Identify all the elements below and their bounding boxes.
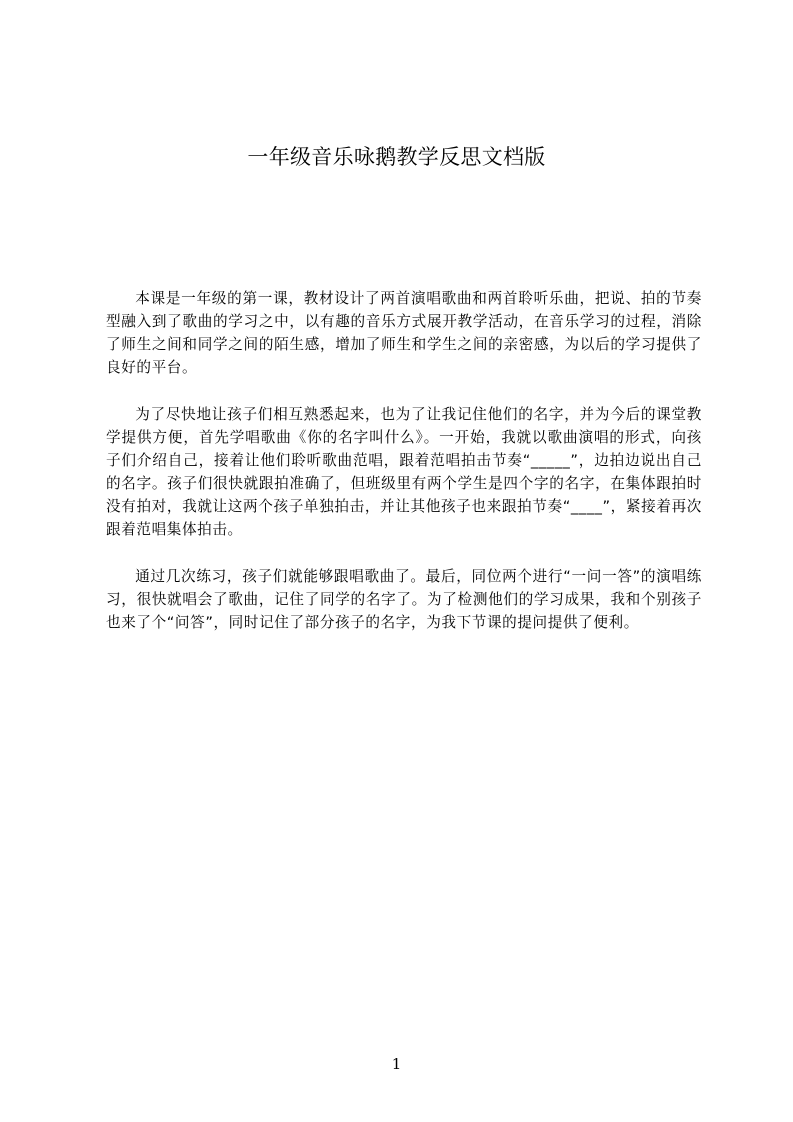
page-number: 1 [391,1055,402,1073]
paragraph-3: 通过几次练习，孩子们就能够跟唱歌曲了。最后，同位两个进行“一问一答”的演唱练习，很快就唱会了歌曲，记住了同学的名字了。为了检测他们的学习成果，我和个别孩子也来了个“问答”，同时记住了部分孩子的名字，为我下节课的提问提供了便利。 [106,568,702,631]
paragraph-1: 本课是一年级的第一课，教材设计了两首演唱歌曲和两首聆听乐曲，把说、拍的节奏型融入到了歌曲的学习之中，以有趣的音乐方式展开教学活动，在音乐学习的过程，消除了师生之间和同学之间的陌生感，增加了师生和学生之间的亲密感，为以后的学习提供了良好的平台。 [106,290,702,376]
paragraph-2: 为了尽快地让孩子们相互熟悉起来，也为了让我记住他们的名字，并为今后的课堂教学提供方便，首先学唱歌曲《你的名字叫什么》。一开始，我就以歌曲演唱的形式，向孩子们介绍自己，接着让他们聆听歌曲范唱，跟着范唱拍击节奏“_____”，边拍边说出自己的名字。孩子们很快就跟拍准确了，但班级里有两个学生是四个字的名字，在集体跟拍时没有拍对，我就让这两个孩子单独拍击，并让其他孩子也来跟拍节奏“____”，紧接着再次跟着范唱集体拍击。 [106,406,702,538]
document-body [106,287,702,658]
document-title: 一年级音乐咏鹅教学反思文档版 [247,145,546,169]
